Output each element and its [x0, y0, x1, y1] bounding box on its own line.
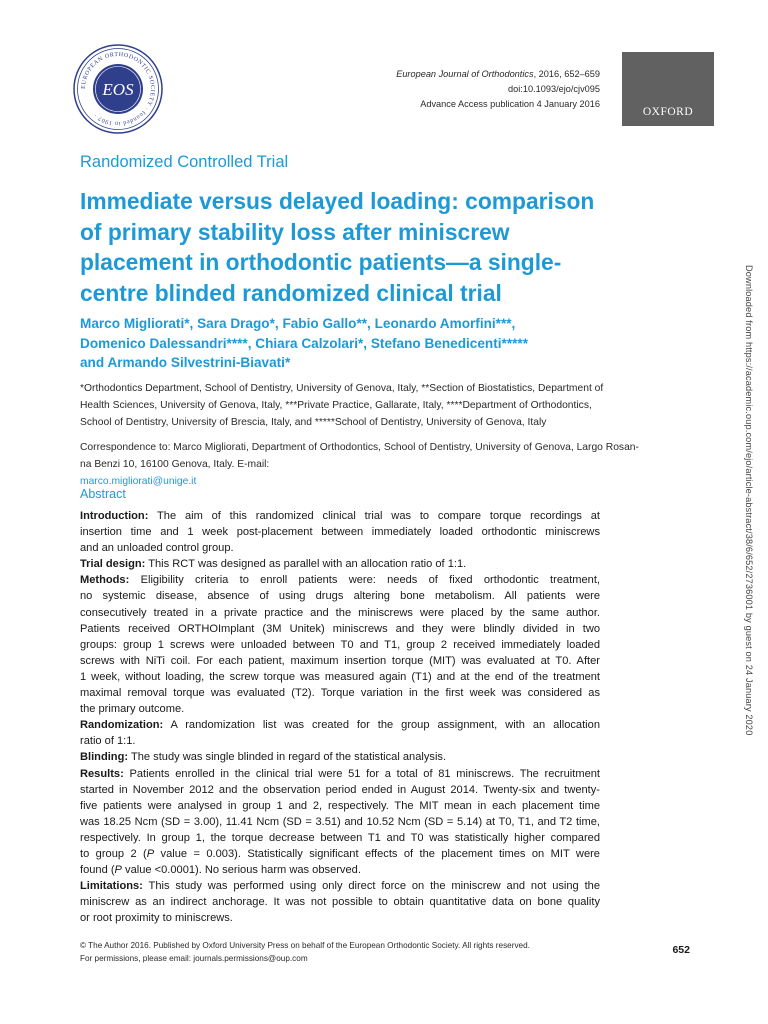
- affiliation-line: *Orthodontics Department, School of Dentistry, University of Genova, Italy, **Section of Biostatistics, Department of: [80, 383, 604, 394]
- abstract-text: The aim of this randomized clinical trial was to compare torque recordings at: [148, 510, 600, 522]
- affiliation-line: School of Dentistry, University of Brescia, Italy, and *****School of Dentistry, University of Genova, Italy: [80, 416, 547, 428]
- journal-info: [396, 67, 600, 112]
- abstract-line: ratio of 1:1.: [80, 735, 136, 748]
- author-list: [80, 314, 610, 373]
- abstract-text: Patients enrolled in the clinical trial were 51 for a total of 81 miniscrews. The recruitment: [123, 767, 600, 780]
- correspondence: [80, 440, 639, 490]
- abstract-line: or root proximity to miniscrews.: [80, 912, 233, 925]
- abstract-line: [80, 572, 600, 588]
- article-title: [80, 186, 600, 308]
- results-label: Results:: [80, 767, 124, 780]
- abstract-line: no systemic disease, absence of using drugs altering bone metabolism. All patients were: [80, 590, 600, 603]
- abstract-line: the primary outcome.: [80, 703, 185, 716]
- intro-label: Introduction:: [80, 510, 149, 522]
- title-line: centre blinded randomized clinical trial: [80, 279, 502, 306]
- oxford-publisher-logo: [622, 52, 714, 126]
- abstract-line: 1 week, without loading, the screw torque was measured again (T1) and at the end of the treatment: [80, 670, 600, 683]
- abstract-text: Eligibility criteria to enroll patients were: needs of fixed orthodontic treatment,: [129, 574, 600, 587]
- abstract-line: consecutively treated in a private practice and the miniscrews were placed by the same author.: [80, 606, 600, 619]
- abstract-line: screws with NiTi coil. For each patient, maximum insertion torque (MIT) was evaluated at T0. After: [80, 654, 600, 667]
- author-line: and Armando Silvestrini-Biavati*: [80, 355, 291, 370]
- abstract-line: started in November 2012 and the observation period ended in August 2014. Twenty-six and twenty-: [80, 783, 600, 796]
- abstract-line: [80, 766, 600, 782]
- download-note-text: Downloaded from https://academic.oup.com/ejo/article-abstract/38/6/652/2736001 by guest on 24 January 2020: [744, 265, 754, 736]
- abstract-line: miniscrew as an indirect anchorage. It was not possible to obtain quantitative data on bone quality: [80, 896, 600, 909]
- abstract-line: was 18.25 Ncm (SD = 3.00), 11.41 Ncm (SD = 3.51) and 10.52 Ncm (SD = 5.14) at T0, T1, and T2 time,: [80, 815, 600, 828]
- abstract-line: insertion time and 1 week post-placement between immediately loaded orthodontic miniscrews: [80, 526, 600, 539]
- journal-citation: , 2016, 652–659: [533, 69, 600, 79]
- abstract-line: Patients received ORTHOImplant (3M Unitek) miniscrews and they were blindly divided in two: [80, 622, 600, 635]
- abstract-heading: Abstract: [80, 487, 126, 501]
- abstract-line: five patients were analysed in group 1 and 2, respectively. The MIT mean in each placement time: [80, 799, 600, 812]
- download-side-note: [742, 265, 756, 785]
- abstract-text: A randomization list was created for the group assignment, with an allocation: [163, 719, 600, 732]
- doi: doi:10.1093/ejo/cjv095: [508, 84, 600, 94]
- affiliations: [80, 381, 602, 431]
- limitations-label: Limitations:: [80, 880, 143, 893]
- correspondence-line: Correspondence to: Marco Migliorati, Department of Orthodontics, School of Dentistry, University of Genova, Largo Rosan-: [80, 442, 639, 453]
- abstract-body: [80, 508, 600, 926]
- journal-name: European Journal of Orthodontics: [396, 69, 534, 79]
- abstract-line: [80, 862, 600, 878]
- abstract-line: [80, 508, 600, 524]
- abstract-text: to group 2 (: [80, 847, 147, 860]
- abstract-line: [80, 556, 600, 572]
- abstract-line: [80, 846, 600, 862]
- author-line: Domenico Dalessandri****, Chiara Calzolari*, Stefano Benedicenti*****: [80, 335, 528, 351]
- abstract-text: This study was performed using only direct force on the miniscrew and not using the: [142, 880, 600, 893]
- abstract-line: respectively. In group 1, the torque decrease between T1 and T0 was statistically higher compared: [80, 831, 600, 844]
- title-line: Immediate versus delayed loading: comparison: [80, 188, 595, 214]
- author-line: Marco Migliorati*, Sara Drago*, Fabio Gallo**, Leonardo Amorfini***,: [80, 316, 516, 331]
- design-label: Trial design:: [80, 558, 146, 571]
- permissions-notice: For permissions, please email: journals.permissions@oup.com: [80, 954, 308, 963]
- publisher-name: OXFORD: [642, 106, 694, 118]
- p-symbol: P: [114, 864, 122, 877]
- abstract-line: maximal removal torque was evaluated (T2). Torque variation in the first week was considered as: [80, 687, 600, 700]
- footer-notes: [80, 939, 530, 965]
- methods-label: Methods:: [80, 574, 130, 587]
- abstract-line: and an unloaded control group.: [80, 542, 234, 555]
- abstract-text: found (: [80, 864, 115, 877]
- eos-logo: [72, 43, 164, 135]
- abstract-text: The study was single blinded in regard of the statistical analysis.: [128, 751, 447, 764]
- correspondence-line: [80, 457, 602, 491]
- advance-access: Advance Access publication 4 January 2016: [420, 99, 600, 109]
- email-link[interactable]: marco.migliorati@unige.it: [80, 475, 197, 487]
- abstract-line: [80, 717, 600, 733]
- randomization-label: Randomization:: [80, 719, 164, 732]
- logo-ring-text: EUROPEAN ORTHODONTIC SOCIETY · founded in 1907 ·: [80, 51, 156, 127]
- correspondence-prefix: na Benzi 10, 16100 Genova, Italy. E-mail:: [80, 458, 270, 470]
- abstract-line: groups: group 1 screws were unloaded between T0 and T1, group 2 received immediately loaded: [80, 638, 600, 651]
- abstract-line: [80, 878, 600, 894]
- article-type: Randomized Controlled Trial: [80, 153, 289, 171]
- p-symbol: P: [146, 847, 155, 860]
- title-line: placement in orthodontic patients—a single-: [80, 249, 562, 275]
- abstract-text: This RCT was designed as parallel with an allocation ratio of 1:1.: [145, 558, 467, 571]
- affiliation-line: Health Sciences, University of Genova, Italy, ***Private Practice, Gallarate, Italy, ****Department of Orthodontics,: [80, 399, 592, 411]
- page-number: 652: [672, 944, 690, 956]
- abstract-line: [80, 749, 600, 765]
- abstract-text: value <0.0001). No serious harm was observed.: [121, 864, 361, 877]
- logo-text: EOS: [102, 80, 134, 99]
- title-line: of primary stability loss after miniscrew: [80, 218, 510, 245]
- abstract-text: value = 0.003). Statistically significant effects of the placement times on MIT were: [154, 847, 600, 860]
- copyright-notice: © The Author 2016. Published by Oxford University Press on behalf of the European Orthodontic Society. All rights reserved.: [80, 941, 530, 950]
- blinding-label: Blinding:: [80, 751, 129, 764]
